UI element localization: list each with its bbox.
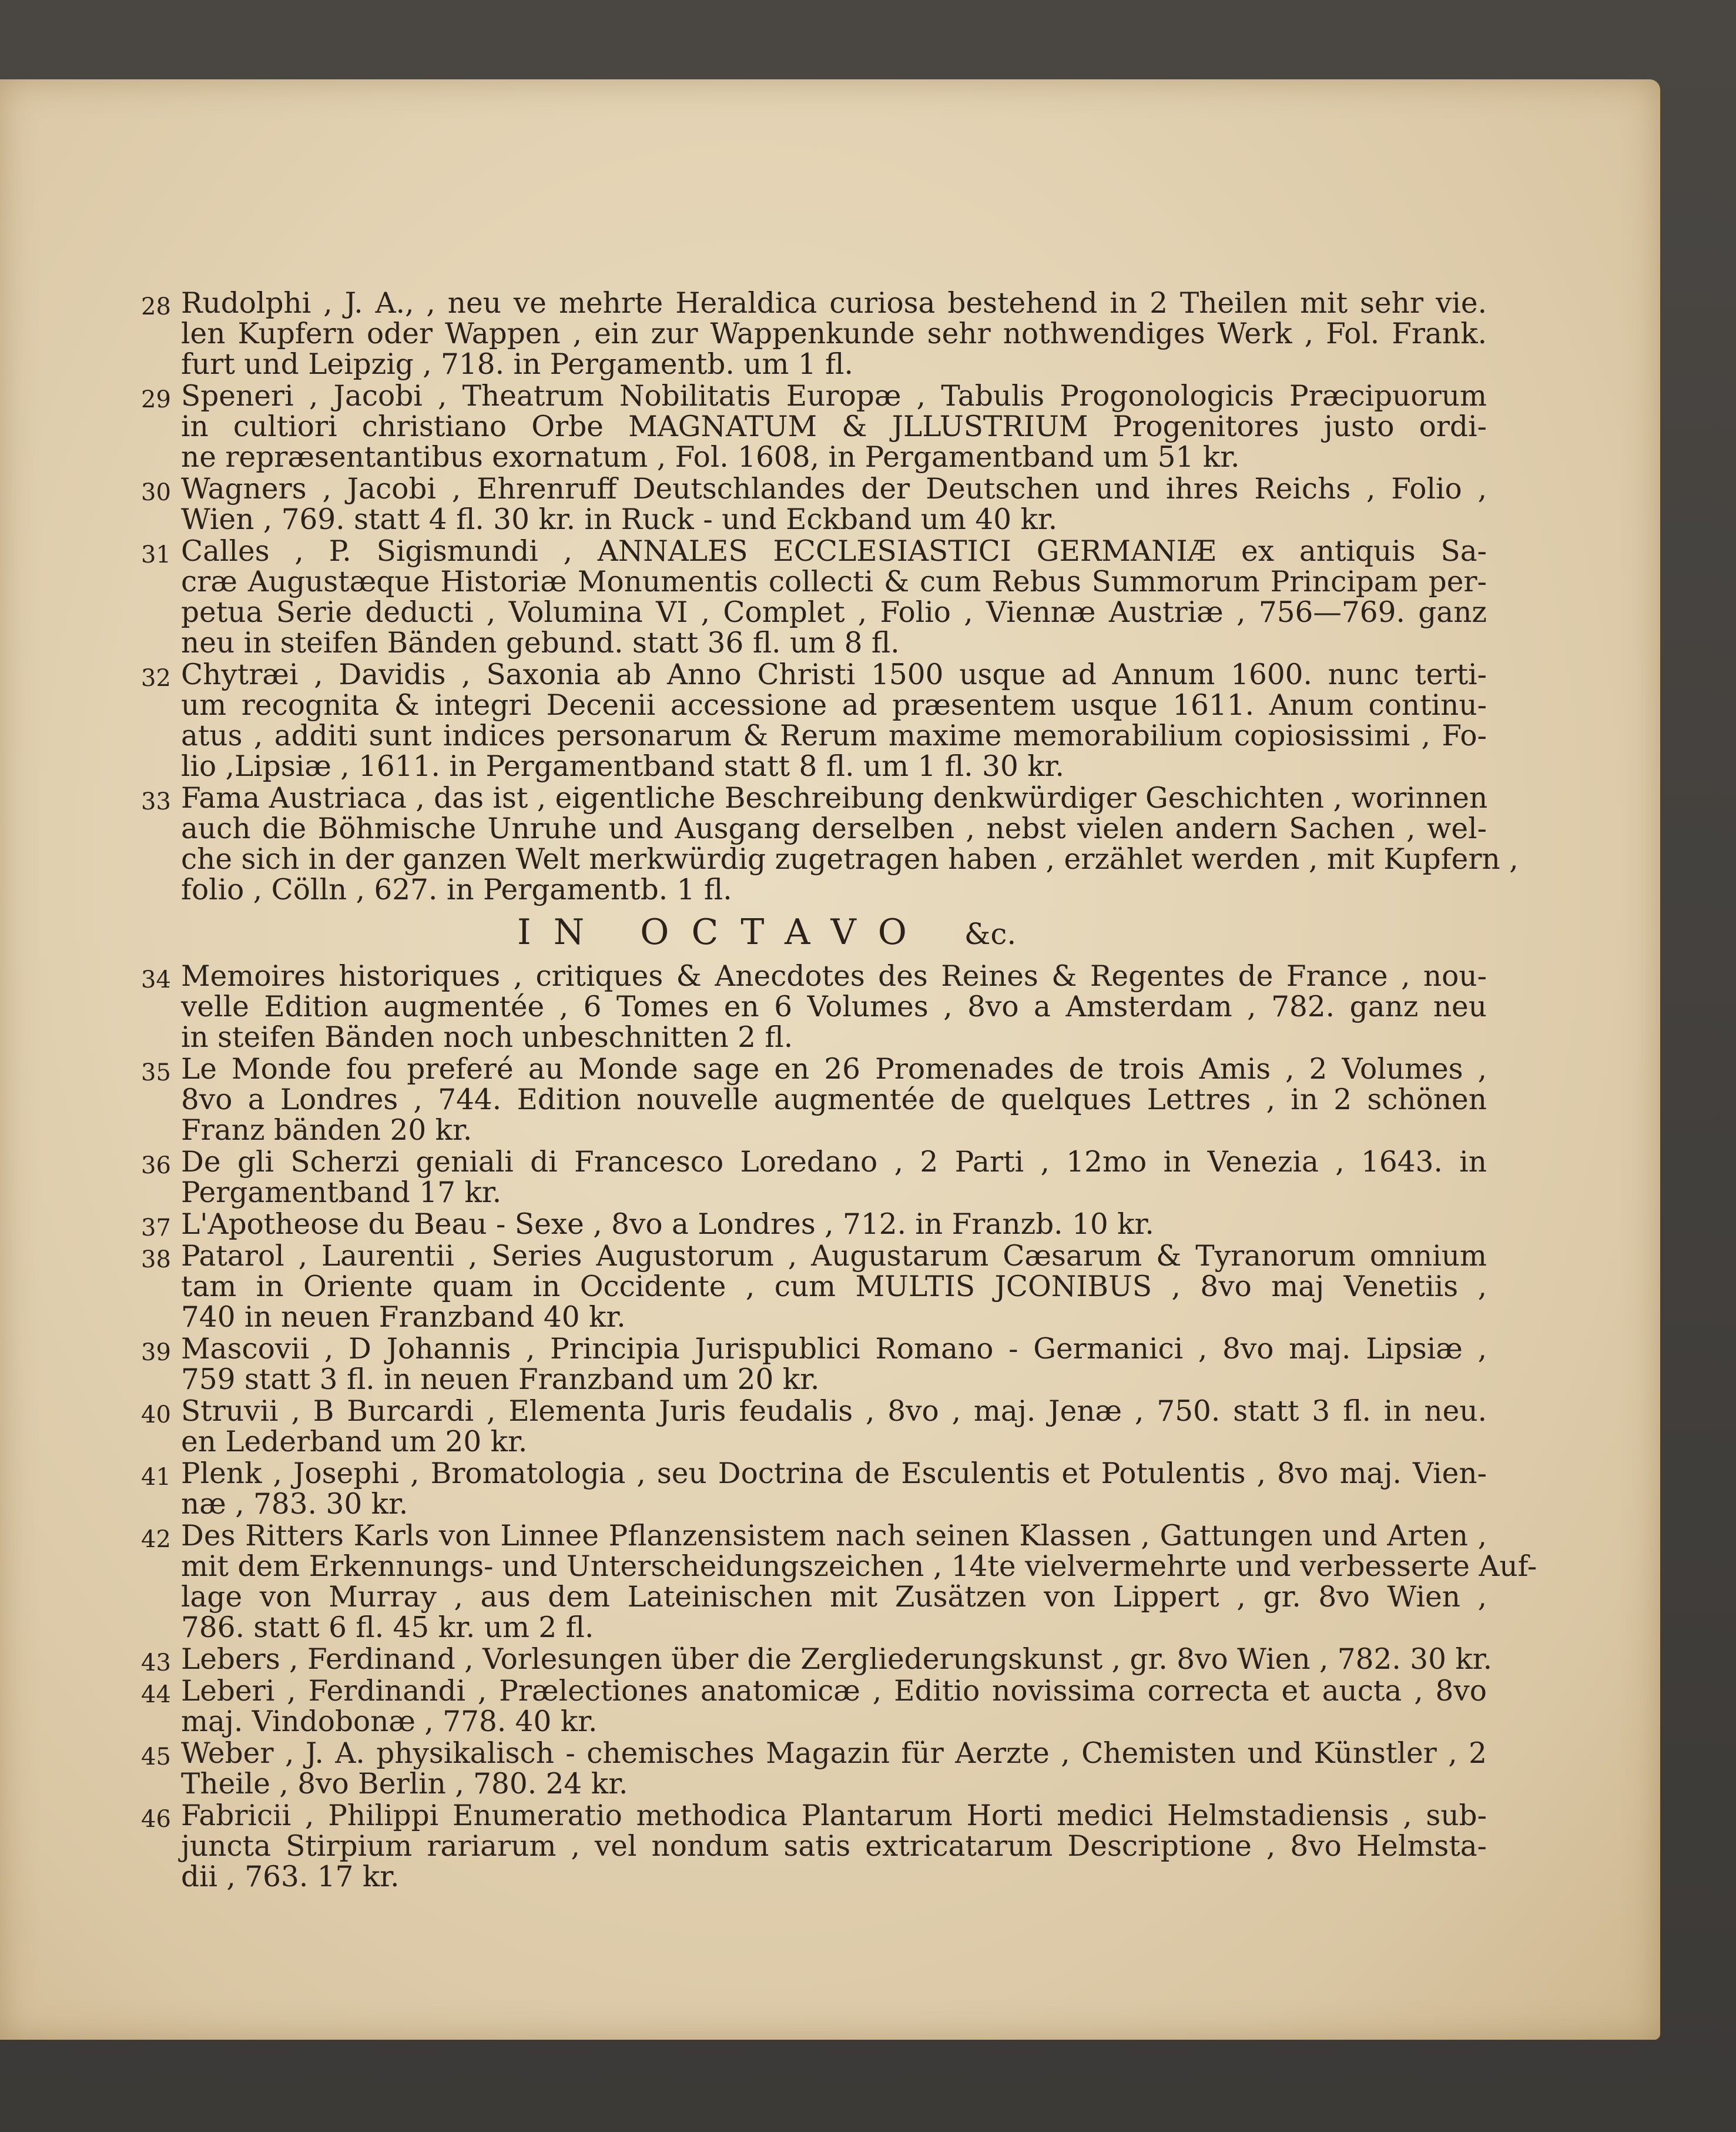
entry-line: Calles , P. Sigismundi , ANNALES ECCLESIASTICI GERMANIÆ ex antiquis Sa- [181,535,1487,568]
entry-line: Fama Austriaca , das ist , eigentliche Beschreibung denkwürdiger Geschichten , worinnen [181,782,1488,815]
entry-line: dii , 763. 17 kr. [181,1860,400,1893]
entry-line: folio , Cölln , 627. in Pergamentb. 1 fl. [181,873,732,906]
catalogue-entry [141,474,1487,535]
entry-line: Struvii , B Burcardi , Elementa Juris feudalis , 8vo , maj. Jenæ , 750. statt 3 fl. in neu. [181,1395,1487,1428]
catalogue-entry [141,1643,1492,1676]
catalogue-entry [141,782,1519,906]
entry-line: maj. Vindobonæ , 778. 40 kr. [181,1705,598,1738]
entry-number: 30 [141,479,171,506]
entry-line: Plenk , Josephi , Bromatologia , seu Doctrina de Esculentis et Potulentis , 8vo maj. Vien- [181,1457,1487,1490]
entry-line: næ , 783. 30 kr. [181,1488,408,1521]
entry-line: Lebers , Ferdinand , Vorlesungen über die Zergliederungskunst , gr. 8vo Wien , 782. 30 kr. [181,1643,1492,1676]
catalogue-entry [141,1147,1487,1208]
entry-line: che sich in der ganzen Welt merkwürdig zugetragen haben , erzählet werden , mit Kupfern , [181,843,1519,876]
catalogue-entry [141,1334,1487,1395]
entry-line: Wagners , Jacobi , Ehrenruff Deutschlandes der Deutschen und ihres Reichs , Folio , [181,473,1487,506]
entry-line: auch die Böhmische Unruhe und Ausgang derselben , nebst vielen andern Sachen , wel- [181,812,1487,845]
entry-line: Le Monde fou preferé au Monde sage en 26 Promenades de trois Amis , 2 Volumes , [181,1053,1487,1086]
entry-line: neu in steifen Bänden gebund. statt 36 fl. um 8 fl. [181,627,900,660]
catalogue-text [141,287,1537,1893]
catalogue-entry [141,1738,1487,1799]
entry-line: len Kupfern oder Wappen , ein zur Wappenkunde sehr nothwendiges Werk , Fol. Frank. [181,317,1487,350]
entry-line: furt und Leipzig , 718. in Pergamentb. um 1 fl. [181,348,853,381]
entry-number: 35 [141,1059,171,1086]
entry-number: 37 [141,1214,171,1241]
entry-number: 28 [141,293,171,320]
entry-number: 46 [141,1806,171,1833]
catalogue-entry [141,288,1487,380]
section-heading-suffix: &c. [964,917,1017,951]
catalogue-entry [141,961,1487,1053]
entry-line: um recognita & integri Decenii accessione ad præsentem usque 1611. Anum continu- [181,689,1487,722]
section-heading [517,909,1487,958]
entry-line: atus , additi sunt indices personarum & Rerum maxime memorabilium copiosissimi , Fo- [181,719,1487,752]
entry-line: Memoires historiques , critiques & Anecdotes des Reines & Regentes de France , nou- [181,960,1487,993]
catalogue-entry [141,1458,1487,1519]
entry-line: Mascovii , D Johannis , Principia Jurispublici Romano - Germanici , 8vo maj. Lipsiæ , [181,1333,1487,1365]
entry-line: lio ,Lipsiæ , 1611. in Pergamentband statt 8 fl. um 1 fl. 30 kr. [181,750,1064,783]
entry-line: Weber , J. A. physikalisch - chemisches Magazin für Aerzte , Chemisten und Künstler , 2 [181,1737,1487,1770]
catalogue-entry [141,381,1487,473]
entry-line: lage von Murray , aus dem Lateinischen mit Zusätzen von Lippert , gr. 8vo Wien , [181,1581,1487,1614]
section-heading-title: IN OCTAVO [517,912,929,953]
paper-page [0,79,1660,2040]
entry-line: in cultiori christiano Orbe MAGNATUM & JLLUSTRIUM Progenitores justo ordi- [181,410,1487,443]
entry-number: 29 [141,386,171,413]
entry-line: tam in Oriente quam in Occidente , cum MULTIS JCONIBUS , 8vo maj Venetiis , [181,1270,1487,1303]
catalogue-entry [141,1054,1487,1146]
entry-line: 786. statt 6 fl. 45 kr. um 2 fl. [181,1611,594,1644]
catalogue-entry [141,1209,1487,1240]
entry-number: 45 [141,1743,171,1770]
entry-line: Theile , 8vo Berlin , 780. 24 kr. [181,1768,628,1800]
entry-number: 32 [141,665,171,692]
entry-number: 31 [141,541,171,568]
entry-line: Rudolphi , J. A., , neu ve mehrte Heraldica curiosa bestehend in 2 Theilen mit sehr vie. [181,287,1487,320]
entry-number: 43 [141,1649,171,1676]
entry-line: Fabricii , Philippi Enumeratio methodica Plantarum Horti medici Helmstadiensis , sub- [181,1799,1487,1832]
catalogue-entry [141,660,1487,782]
octavo-entries [141,960,1537,1893]
entry-line: L'Apotheose du Beau - Sexe , 8vo a Londres , 712. in Franzb. 10 kr. [181,1208,1154,1241]
entry-line: De gli Scherzi geniali di Francesco Loredano , 2 Parti , 12mo in Venezia , 1643. in [181,1146,1487,1179]
entry-number: 36 [141,1152,171,1179]
entry-line: juncta Stirpium rariarum , vel nondum satis extricatarum Descriptione , 8vo Helmsta- [181,1830,1487,1863]
catalogue-entry [141,536,1487,658]
entry-line: in steifen Bänden noch unbeschnitten 2 fl. [181,1021,793,1054]
entry-line: petua Serie deducti , Volumina VI , Complet , Folio , Viennæ Austriæ , 756—769. ganz [181,596,1487,629]
entry-line: Franz bänden 20 kr. [181,1114,472,1147]
entry-number: 33 [141,788,171,815]
entry-line: cræ Augustæque Historiæ Monumentis collecti & cum Rebus Summorum Principam per- [181,565,1487,598]
entry-number: 34 [141,966,171,993]
entry-line: Leberi , Ferdinandi , Prælectiones anatomicæ , Editio novissima correcta et aucta , 8vo [181,1675,1487,1708]
entry-line: 8vo a Londres , 744. Edition nouvelle augmentée de quelques Lettres , in 2 schönen [181,1083,1487,1116]
entry-line: Wien , 769. statt 4 fl. 30 kr. in Ruck - und Eckband um 40 kr. [181,503,1058,536]
entry-line: Des Ritters Karls von Linnee Pflanzensistem nach seinen Klassen , Gattungen und Arten , [181,1519,1487,1552]
entry-number: 41 [141,1464,171,1491]
entry-number: 40 [141,1401,171,1428]
entry-line: mit dem Erkennungs- und Unterscheidungszeichen , 14te vielvermehrte und verbesserte Auf- [181,1550,1537,1583]
entry-line: ne repræsentantibus exornatum , Fol. 1608, in Pergamentband um 51 kr. [181,441,1240,474]
catalogue-entry [141,1800,1487,1892]
entry-number: 38 [141,1246,171,1273]
entry-line: Patarol , Laurentii , Series Augustorum , Augustarum Cæsarum & Tyranorum omnium [181,1240,1487,1273]
entry-number: 44 [141,1681,171,1708]
catalogue-entry [141,1241,1487,1333]
entry-line: 740 in neuen Franzband 40 kr. [181,1301,626,1334]
entry-line: velle Edition augmentée , 6 Tomes en 6 Volumes , 8vo a Amsterdam , 782. ganz neu [181,990,1487,1023]
entry-line: Speneri , Jacobi , Theatrum Nobilitatis Europæ , Tabulis Progonologicis Præcipuorum [181,380,1487,413]
catalogue-entry [141,1396,1487,1457]
entry-number: 39 [141,1339,171,1366]
entry-line: Pergamentband 17 kr. [181,1176,502,1209]
catalogue-entry [141,1676,1487,1737]
entry-line: Chytræi , Davidis , Saxonia ab Anno Christi 1500 usque ad Annum 1600. nunc terti- [181,658,1487,691]
entry-number: 42 [141,1526,171,1553]
entry-line: en Lederband um 20 kr. [181,1425,528,1458]
folio-entries [141,287,1519,906]
catalogue-entry [141,1519,1537,1644]
entry-line: 759 statt 3 fl. in neuen Franzband um 20 kr. [181,1363,820,1396]
